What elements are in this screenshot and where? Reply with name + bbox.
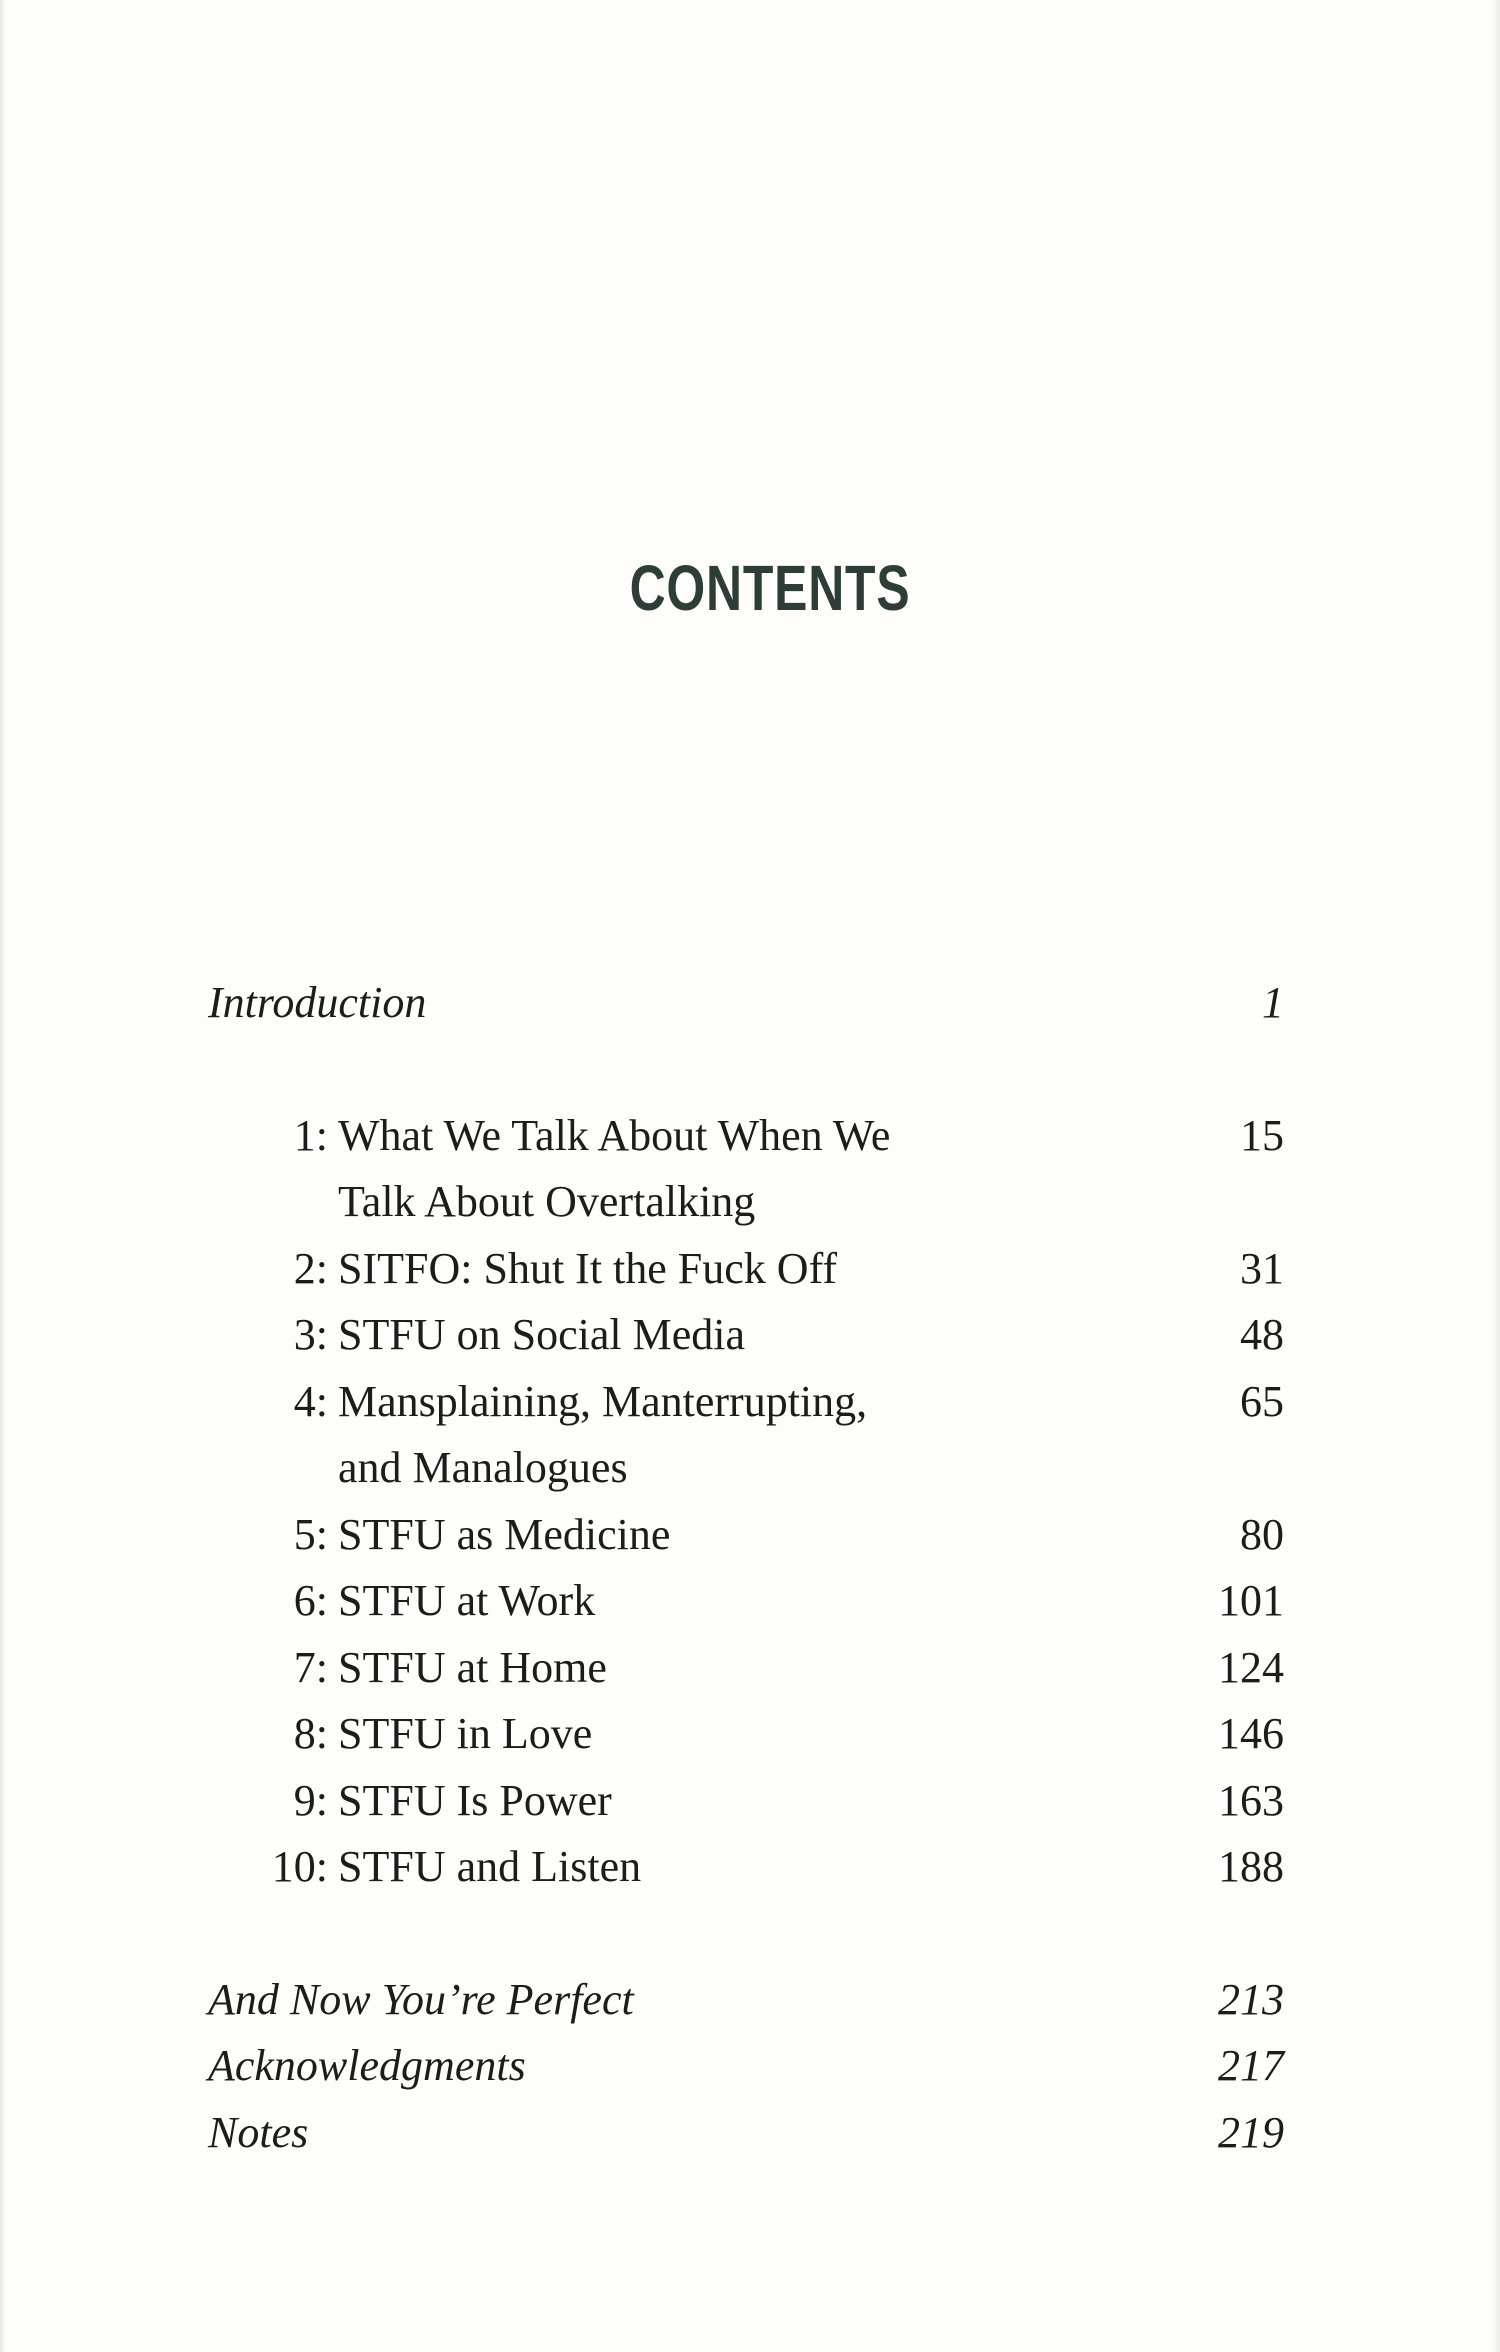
chapter-page: 80 — [1240, 1509, 1284, 1559]
chapter-number: 9: — [293, 1775, 328, 1825]
page-edge-left — [0, 0, 6, 2352]
chapter-page: 124 — [1218, 1642, 1284, 1692]
toc-entry-chapter-8 — [208, 1701, 1284, 1768]
toc-entry-chapter-3 — [208, 1302, 1284, 1369]
chapter-title-line: Mansplaining, Manterrupting, — [338, 1376, 868, 1426]
toc-entry-chapter-6 — [208, 1568, 1284, 1635]
chapter-number: 8: — [293, 1709, 328, 1758]
toc-entry-notes — [208, 2100, 1284, 2167]
chapter-title — [328, 1369, 1284, 1502]
toc-entry-page: 213 — [1218, 1974, 1284, 2024]
toc-entry-chapter-5 — [208, 1502, 1284, 1569]
chapter-title-line: STFU Is Power — [338, 1775, 612, 1825]
chapter-page: 65 — [1240, 1376, 1284, 1426]
toc-entry-and-now-youre-perfect — [208, 1967, 1284, 2034]
chapter-title-line: STFU at Work — [338, 1576, 596, 1625]
chapter-title-line: STFU as Medicine — [338, 1509, 671, 1559]
chapter-number: 6: — [293, 1576, 328, 1625]
page-edge-right — [1492, 0, 1500, 2352]
chapter-title — [328, 1635, 1284, 1702]
toc-entry-page: 217 — [1218, 2041, 1284, 2090]
chapter-title — [328, 1568, 1284, 1635]
chapter-page: 163 — [1218, 1775, 1284, 1825]
chapter-number: 3: — [293, 1310, 328, 1359]
chapter-title — [328, 1236, 1284, 1303]
toc-entry-chapter-4 — [208, 1369, 1284, 1502]
contents-heading: CONTENTS — [629, 552, 911, 624]
chapter-title-line: STFU on Social Media — [338, 1310, 745, 1359]
chapter-page: 101 — [1218, 1576, 1284, 1625]
toc-entry-chapter-1 — [208, 1103, 1284, 1236]
chapter-page: 146 — [1218, 1709, 1284, 1758]
toc-entry-acknowledgments — [208, 2033, 1284, 2100]
toc-entry-title: Notes — [208, 2107, 309, 2157]
chapter-number: 2: — [293, 1243, 328, 1293]
chapter-page: 188 — [1218, 1842, 1284, 1891]
toc-entry-page: 219 — [1218, 2107, 1284, 2157]
chapter-number: 5: — [293, 1509, 328, 1559]
toc-spacer — [208, 1037, 1284, 1103]
chapter-title — [328, 1103, 1284, 1236]
toc-entry-chapter-10 — [208, 1834, 1284, 1901]
chapter-title — [328, 1768, 1284, 1835]
chapter-number: 7: — [293, 1642, 328, 1692]
chapter-title — [328, 1701, 1284, 1768]
toc-entry-page: 1 — [1262, 978, 1284, 1027]
chapter-number: 4: — [293, 1376, 328, 1426]
chapter-title-line: STFU at Home — [338, 1642, 607, 1692]
toc-entry-chapter-9 — [208, 1768, 1284, 1835]
table-of-contents — [208, 970, 1284, 2166]
chapter-number: 10: — [271, 1842, 328, 1891]
chapter-title — [328, 1302, 1284, 1369]
toc-entry-chapter-2 — [208, 1236, 1284, 1303]
toc-entry-title: And Now You’re Perfect — [208, 1974, 634, 2024]
chapter-title-line: STFU in Love — [338, 1709, 593, 1758]
chapter-page: 31 — [1240, 1243, 1284, 1293]
toc-entry-introduction — [208, 970, 1284, 1037]
toc-spacer — [208, 1901, 1284, 1967]
chapter-title-line: Talk About Overtalking — [338, 1177, 756, 1226]
toc-entry-title: Introduction — [208, 978, 427, 1027]
chapter-title-line: What We Talk About When We — [338, 1110, 891, 1160]
chapter-page: 48 — [1240, 1310, 1284, 1359]
chapter-title — [328, 1834, 1284, 1901]
toc-entry-title: Acknowledgments — [208, 2041, 526, 2090]
chapter-number: 1: — [293, 1110, 328, 1160]
chapter-title — [328, 1502, 1284, 1569]
chapter-title-line: STFU and Listen — [338, 1842, 642, 1891]
toc-entry-chapter-7 — [208, 1635, 1284, 1702]
chapter-title-line: and Manalogues — [338, 1443, 628, 1492]
chapter-title-line: SITFO: Shut It the Fuck Off — [338, 1243, 838, 1293]
chapter-page: 15 — [1240, 1110, 1284, 1160]
